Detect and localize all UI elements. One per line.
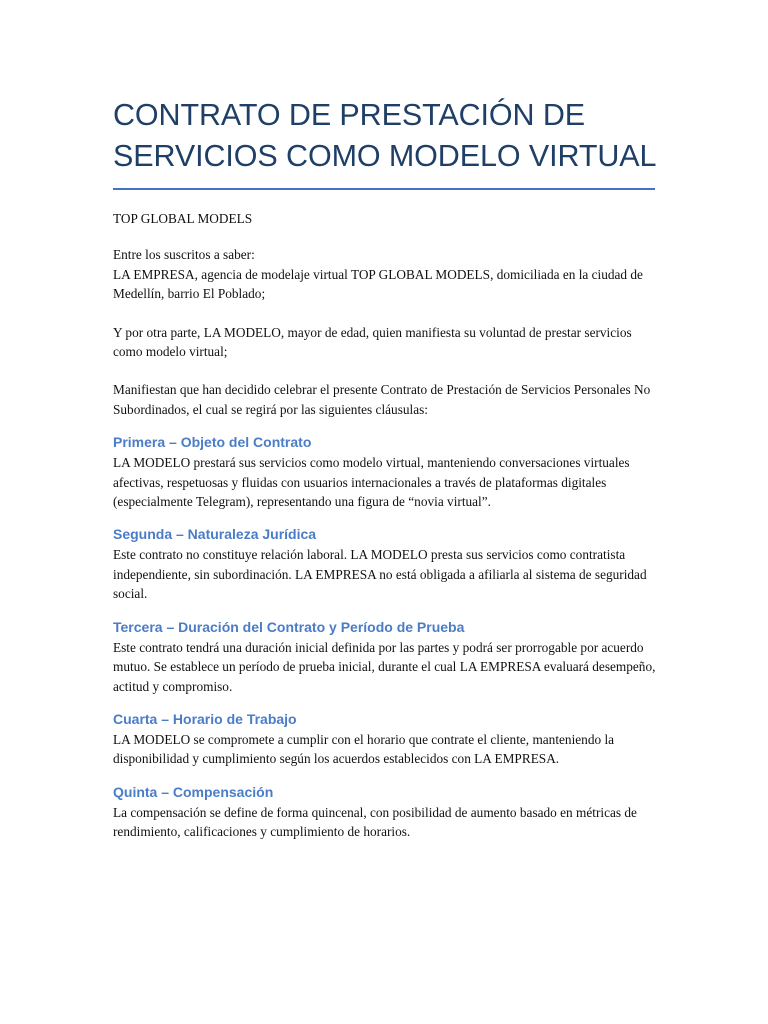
clause-heading-primera: Primera – Objeto del Contrato <box>113 434 312 451</box>
company-name: TOP GLOBAL MODELS <box>113 211 253 226</box>
document-page <box>113 0 658 842</box>
clause-text-cuarta: LA MODELO se compromete a cumplir con el horario que contrate el cliente, manteniendo la disponibilidad y cumplimiento según los acuerdos establecidos con LA EMPRESA. <box>113 731 615 767</box>
intro-paragraph-parties <box>113 245 658 303</box>
clause-text-quinta: La compensación se define de forma quincenal, con posibilidad de aumento basado en métricas de rendimiento, calificaciones y cumplimiento de horarios. <box>113 804 637 840</box>
intro-parties-text: Entre los suscritos a saber: LA EMPRESA, agencia de modelaje virtual TOP GLOBAL MODELS, domiciliada en la ciudad de Medellín, barrio El Poblado; <box>113 247 643 302</box>
document-title: CONTRATO DE PRESTACIÓN DE SERVICIOS COMO MODELO VIRTUAL <box>113 98 657 173</box>
clause-text-primera: LA MODELO prestará sus servicios como modelo virtual, manteniendo conversaciones virtuales afectivas, respetuosas y fluidas con usuarios internacionales a través de plataformas digitales (especialmente Telegram), representando una figura de “novia virtual”. <box>113 455 630 510</box>
clause-heading-segunda: Segunda – Naturaleza Jurídica <box>113 526 317 543</box>
intro-paragraph-clauses: Manifiestan que han decidido celebrar el presente Contrato de Prestación de Servicios Personales No Subordinados, el cual se regirá por las siguientes cláusulas: <box>113 382 651 417</box>
title-divider <box>113 188 655 190</box>
clause-text-tercera: Este contrato tendrá una duración inicial definida por las partes y podrá ser prorrogable por acuerdo mutuo. Se establece un período de prueba inicial, durante el cual LA EMPRESA evaluará desempeño, actitud y compromiso. <box>113 639 656 694</box>
clause-heading-cuarta: Cuarta – Horario de Trabajo <box>113 710 297 727</box>
clause-text-segunda: Este contrato no constituye relación laboral. LA MODELO presta sus servicios como contratista independiente, sin subordinación. LA EMPRESA no está obligada a afiliarla al sistema de seguridad social. <box>113 547 647 602</box>
clause-heading-tercera: Tercera – Duración del Contrato y Período de Prueba <box>113 618 465 635</box>
clause-heading-quinta: Quinta – Compensación <box>113 783 274 800</box>
intro-paragraph-model: Y por otra parte, LA MODELO, mayor de edad, quien manifiesta su voluntad de prestar servicios como modelo virtual; <box>113 324 632 360</box>
